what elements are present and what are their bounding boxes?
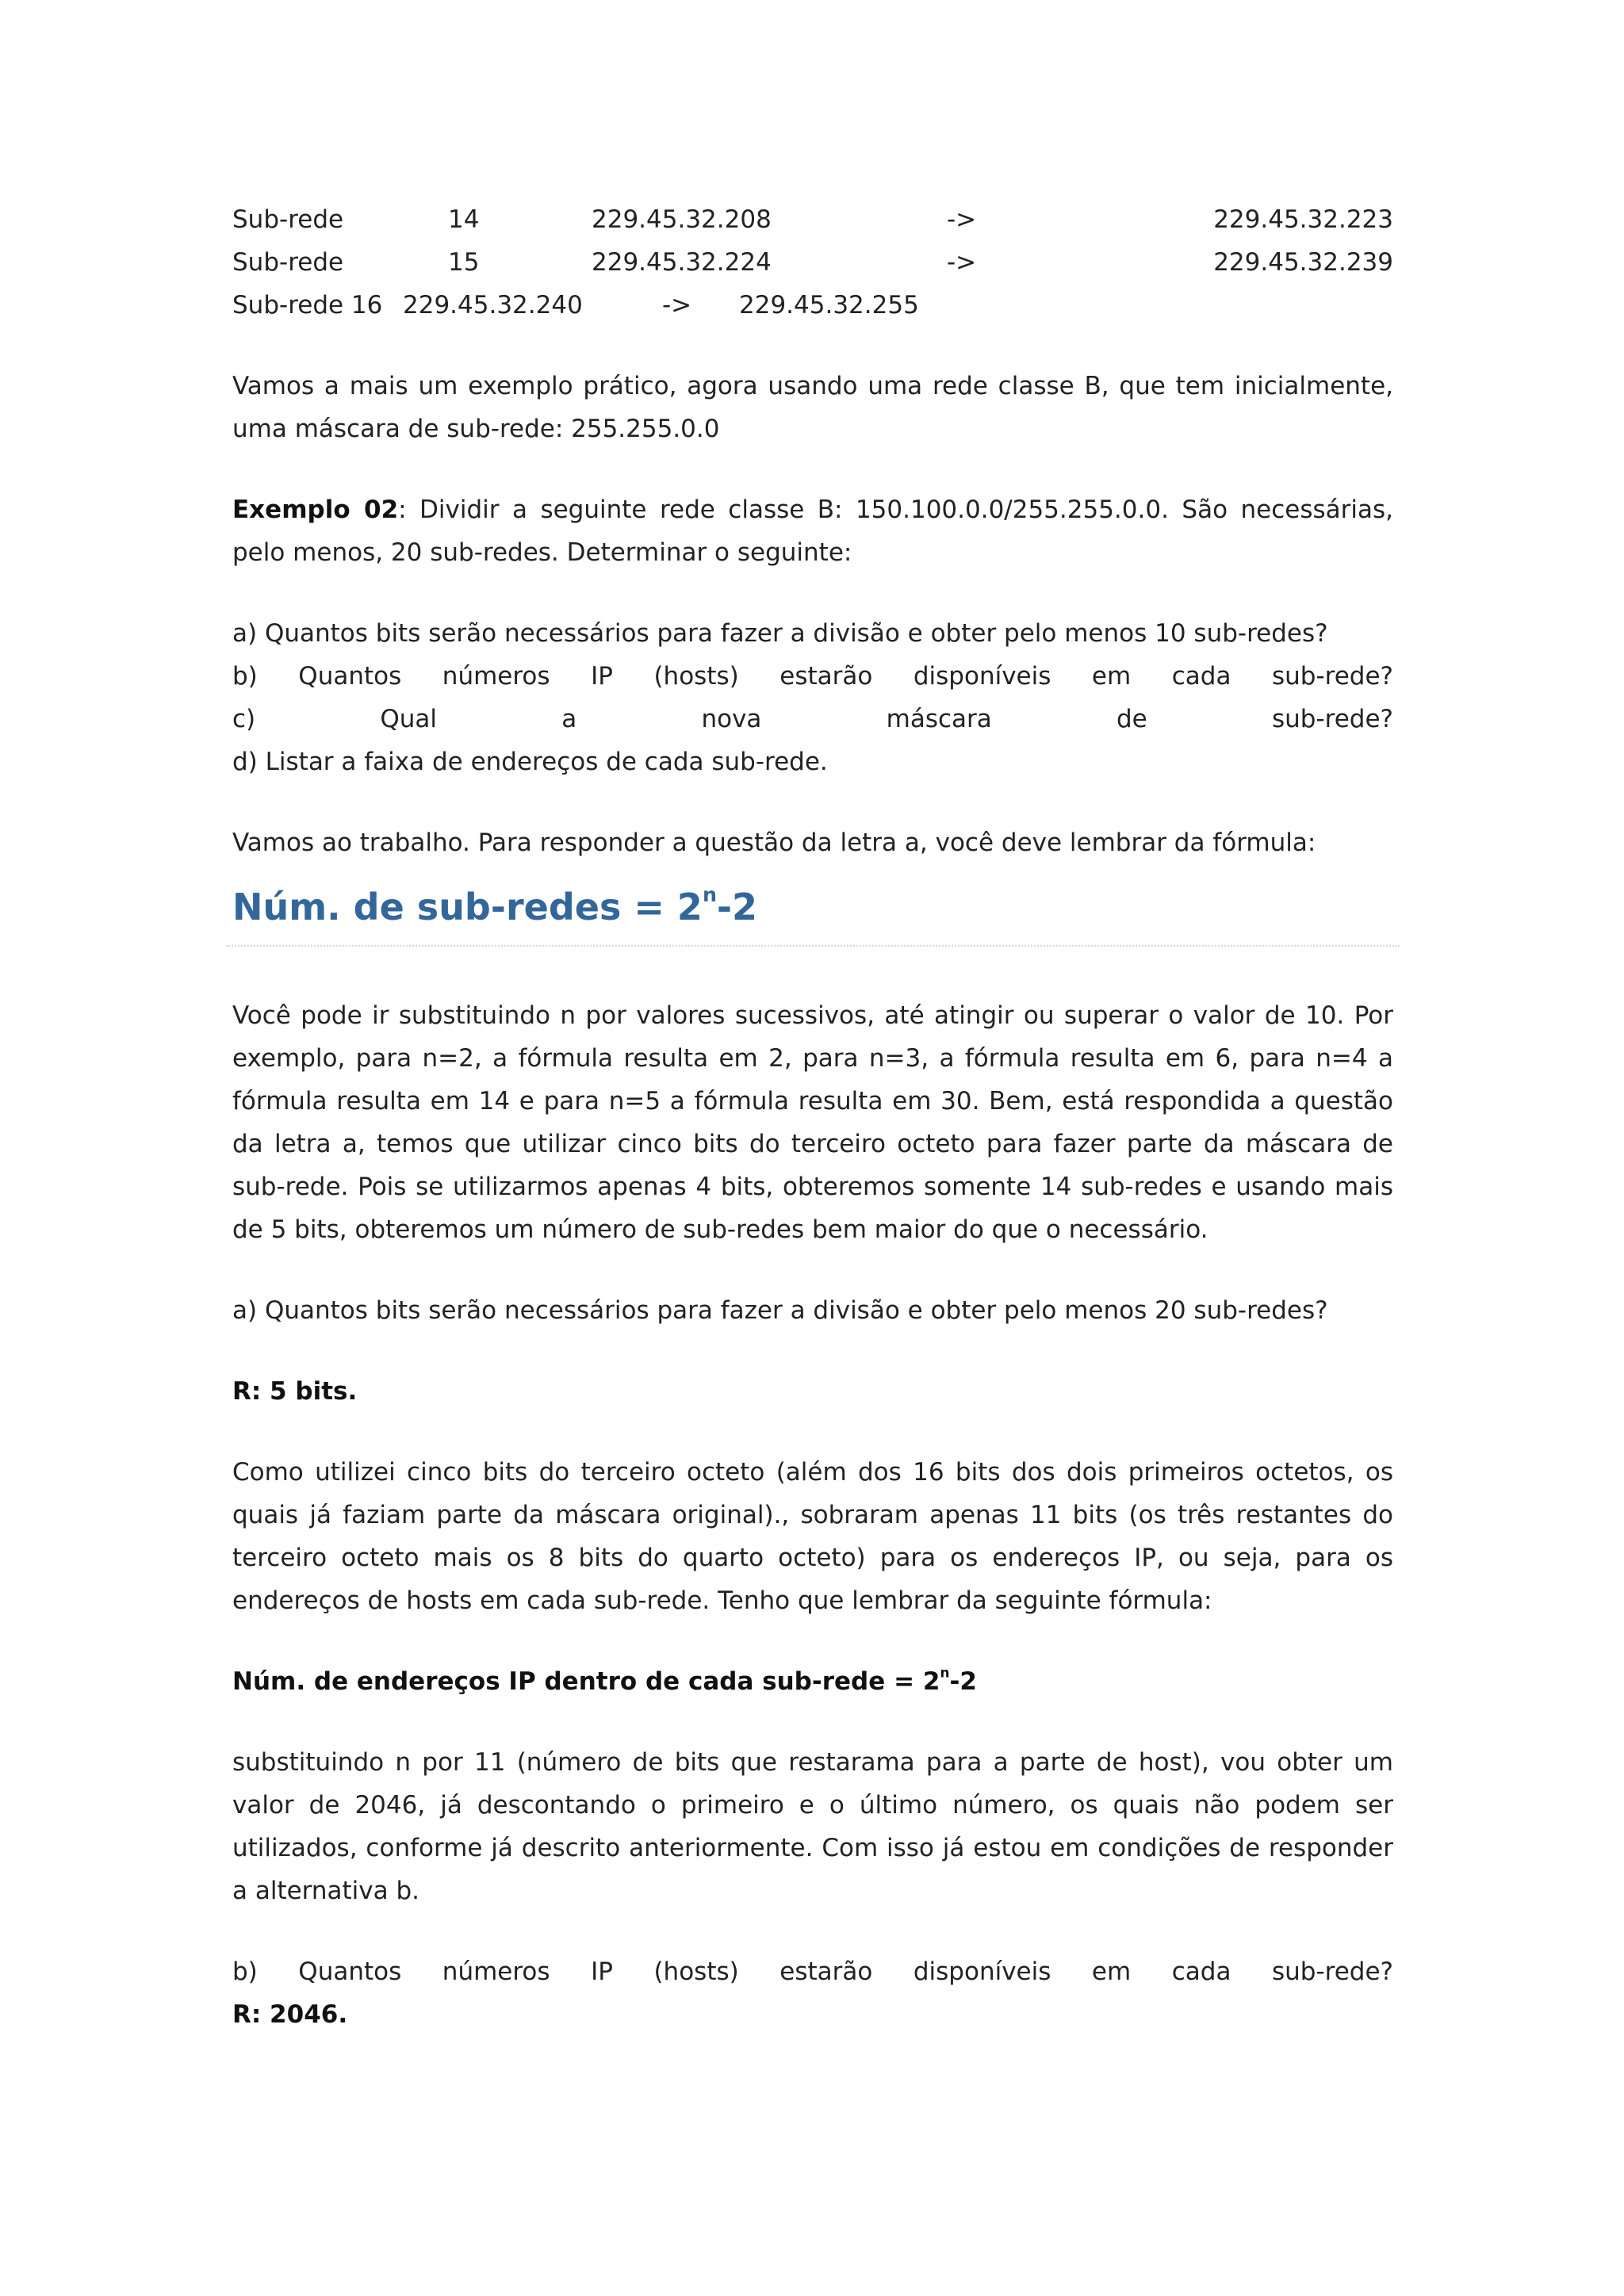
subnet-start-address: 229.45.32.240 xyxy=(403,291,583,320)
arrow-text: -> xyxy=(662,291,692,320)
subnet-end-address: 229.45.32.255 xyxy=(739,291,919,320)
answer-a xyxy=(232,1370,1393,1413)
question-b-block xyxy=(232,1950,1393,2036)
question-c: c) Qual a nova máscara de sub-rede? xyxy=(232,705,1393,733)
answer-b: R: 2046. xyxy=(232,2000,348,2029)
subnet-end-address: 229.45.32.223 xyxy=(1213,205,1393,234)
arrow-text: -> xyxy=(947,248,977,277)
subnet-number: 15 xyxy=(448,248,480,277)
subnet-start-address: 229.45.32.224 xyxy=(592,248,772,277)
hosts-formula xyxy=(232,1660,1393,1703)
explanation-paragraph: Você pode ir substituindo n por valores sucessivos, até atingir ou superar o valor de 10. Por exemplo, para n=2, a fórmula resulta em 2, para n=3, a fórmula resulta em 6, para n=4 a fórmula resulta em 14 e para n=5 a fórmula resulta em 30. Bem, está respondida a questão da letra a, temos que utilizar cinco bits do terceiro octeto para fazer parte da máscara de sub-rede. Pois se utilizarmos apenas 4 bits, obteremos somente 14 sub-redes e usando mais de 5 bits, obteremos um número de sub-redes bem maior do que o necessário. xyxy=(232,1001,1393,1244)
subnet-label: Sub-rede xyxy=(232,248,344,277)
question-a: a) Quantos bits serão necessários para fazer a divisão e obter pelo menos 10 sub-redes? xyxy=(232,619,1328,648)
subnet-number: 14 xyxy=(448,205,480,234)
formula2-base: Núm. de endereços IP dentro de cada sub-rede = 2 xyxy=(232,1667,940,1696)
formula-exponent: n xyxy=(702,883,717,907)
substitution-paragraph: substituindo n por 11 (número de bits que restarama para a parte de host), vou obter um valor de 2046, já descontando o primeiro e o último número, os quais não podem ser utilizados, conforme já descrito anteriormente. Com isso já estou em condições de responder a alternativa b. xyxy=(232,1748,1393,1905)
formula2-tail: -2 xyxy=(949,1667,977,1696)
example-text: : Dividir a seguinte rede classe B: 150.100.0.0/255.255.0.0. São necessárias, pelo menos, 20 sub-redes. Determinar o seguinte: xyxy=(232,496,1393,567)
question-b: b) Quantos números IP (hosts) estarão disponíveis em cada sub-rede? xyxy=(232,662,1393,691)
document-page xyxy=(232,198,1393,2036)
example-paragraph xyxy=(232,488,1393,574)
answer-a-text: R: 5 bits. xyxy=(232,1377,358,1406)
lead-in-paragraph: Vamos ao trabalho. Para responder a questão da letra a, você deve lembrar da fórmula: xyxy=(232,828,1316,857)
formula-heading xyxy=(226,864,1400,947)
subnet-label: Sub-rede xyxy=(232,205,344,234)
question-list xyxy=(232,612,1393,783)
question-b-repeat: b) Quantos números IP (hosts) estarão disponíveis em cada sub-rede? xyxy=(232,1957,1393,1986)
subnet-end-address: 229.45.32.239 xyxy=(1213,248,1393,277)
formula-tail: -2 xyxy=(716,886,758,928)
formula2-exponent: n xyxy=(940,1665,950,1682)
bits-paragraph: Como utilizei cinco bits do terceiro octeto (além dos 16 bits dos dois primeiros octetos, os quais já faziam parte da máscara original)., sobraram apenas 11 bits (os três restantes do terceiro octeto mais os 8 bits do quarto octeto) para os endereços IP, ou seja, para os endereços de hosts em cada sub-rede. Tenho que lembrar da seguinte fórmula: xyxy=(232,1458,1393,1615)
question-a-repeat: a) Quantos bits serão necessários para fazer a divisão e obter pelo menos 20 sub-redes? xyxy=(232,1296,1328,1325)
subnet-row-15 xyxy=(232,241,1393,284)
subnet-row-14 xyxy=(232,198,1393,241)
question-d: d) Listar a faixa de endereços de cada sub-rede. xyxy=(232,748,828,776)
example-label: Exemplo 02 xyxy=(232,496,399,524)
subnet-row-16 xyxy=(232,284,1393,327)
formula-base: Núm. de sub-redes = 2 xyxy=(232,886,703,928)
subnet-start-address: 229.45.32.208 xyxy=(592,205,772,234)
subnet-label: Sub-rede 16 xyxy=(232,291,383,320)
intro-paragraph: Vamos a mais um exemplo prático, agora usando uma rede classe B, que tem inicialmente, uma máscara de sub-rede: 255.255.0.0 xyxy=(232,372,1393,443)
arrow-text: -> xyxy=(947,205,977,234)
